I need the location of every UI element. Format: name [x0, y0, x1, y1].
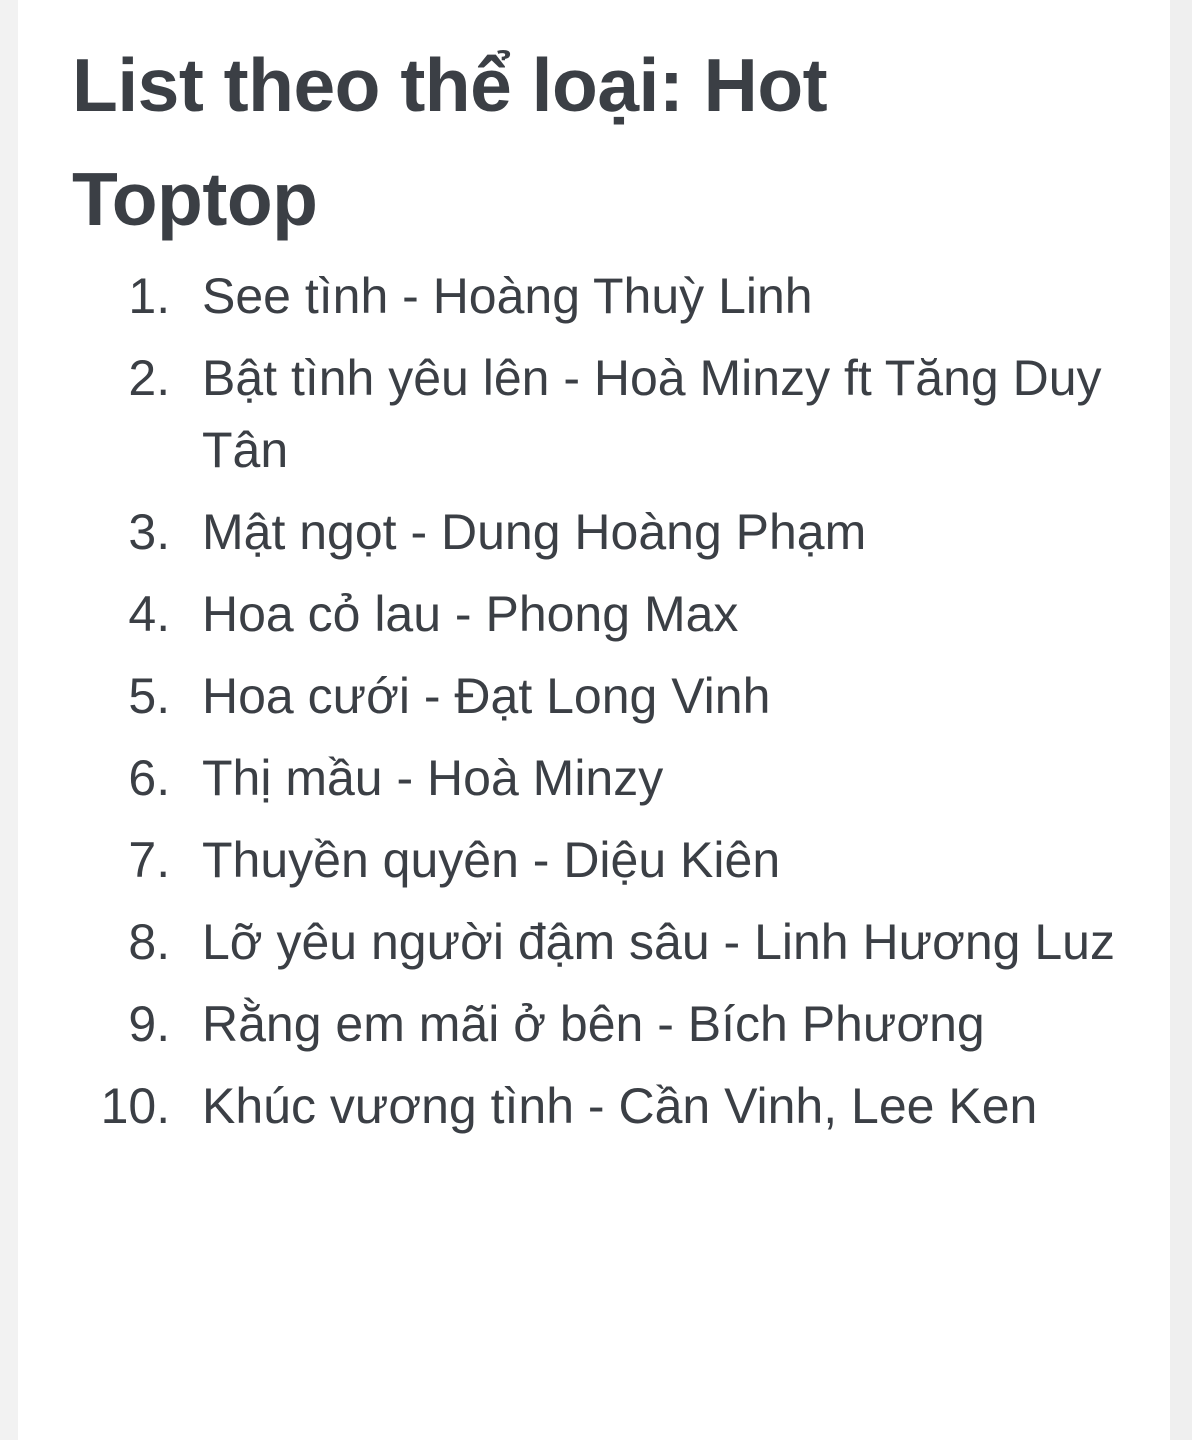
list-item-label: Khúc vương tình - Cần Vinh, Lee Ken [202, 1078, 1038, 1134]
list-item-label: See tình - Hoàng Thuỳ Linh [202, 268, 813, 324]
list-item-label: Thuyền quyên - Diệu Kiên [202, 832, 781, 888]
list-item-label: Hoa cỏ lau - Phong Max [202, 586, 739, 642]
list-item-label: Mật ngọt - Dung Hoàng Phạm [202, 504, 867, 560]
list-item [184, 260, 1122, 332]
list-item-label: Lỡ yêu người đậm sâu - Linh Hương Luz [202, 914, 1115, 970]
list-item-label: Rằng em mãi ở bên - Bích Phương [202, 996, 985, 1052]
list-item [184, 342, 1122, 486]
list-item [184, 660, 1122, 732]
list-item [184, 824, 1122, 896]
list-item [184, 906, 1122, 978]
list-item-label: Bật tình yêu lên - Hoà Minzy ft Tăng Duy Tân [202, 350, 1102, 478]
song-list [72, 260, 1122, 1142]
list-item [184, 988, 1122, 1060]
list-item-label: Hoa cưới - Đạt Long Vinh [202, 668, 771, 724]
list-item [184, 496, 1122, 568]
list-item-label: Thị mầu - Hoà Minzy [202, 750, 664, 806]
list-item [184, 1070, 1122, 1142]
list-item [184, 742, 1122, 814]
list-item [184, 578, 1122, 650]
page-title: List theo thể loại: Hot Toptop [72, 43, 828, 241]
